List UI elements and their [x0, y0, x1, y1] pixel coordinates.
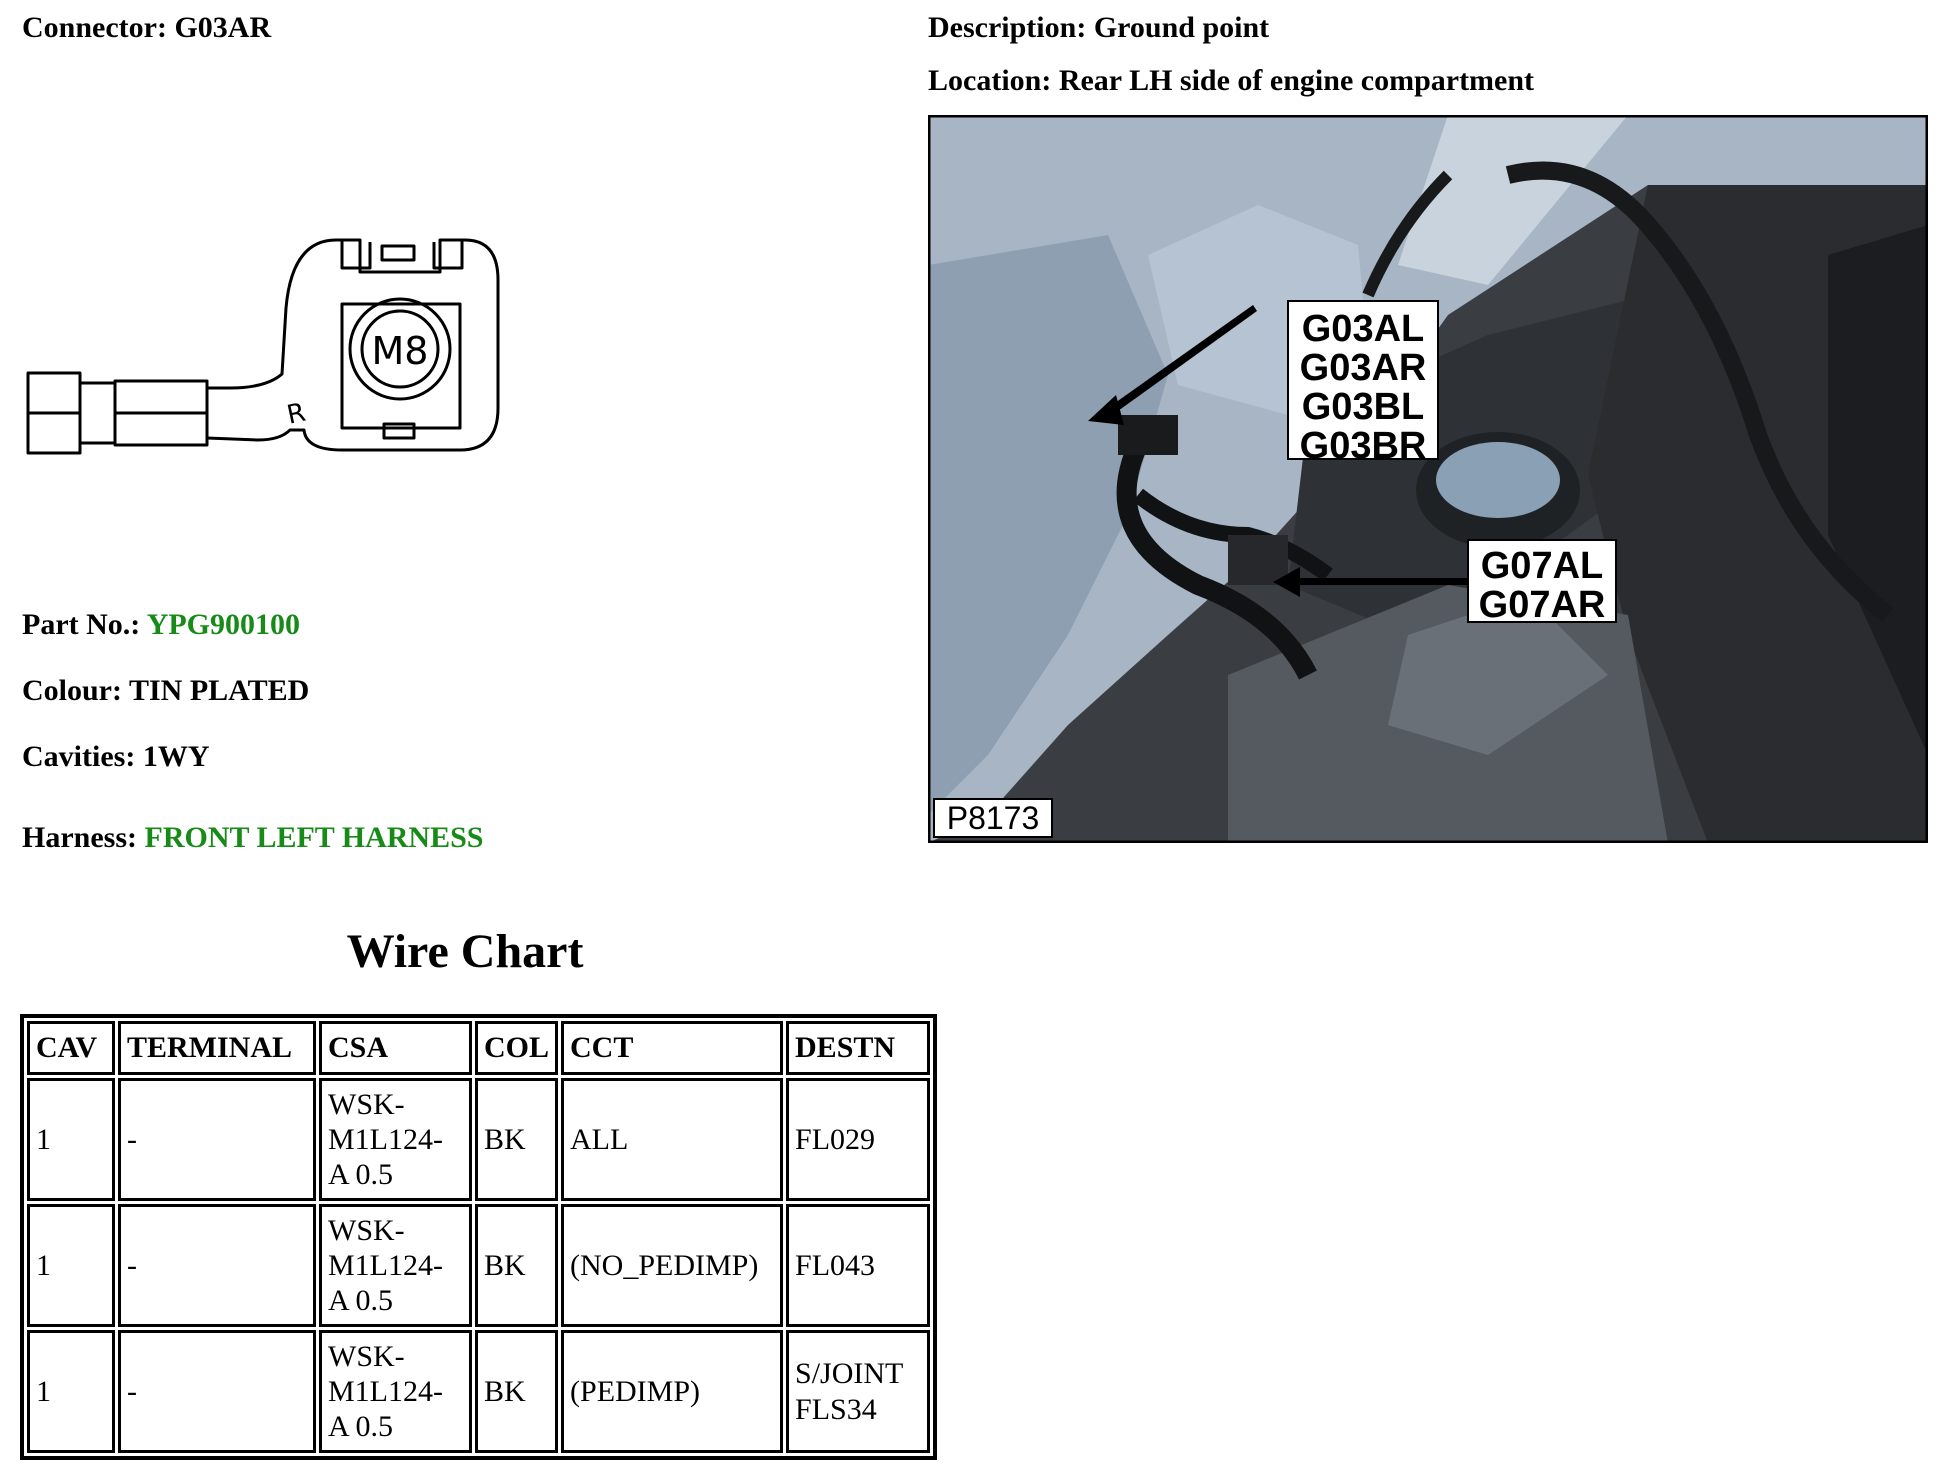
part-number-link[interactable]: YPG900100 [146, 608, 301, 641]
colour-line [22, 676, 309, 706]
description-label: Description: [928, 11, 1087, 44]
cell-destn: FL029 [786, 1078, 930, 1201]
description-line [928, 13, 1269, 43]
photo-reference: P8173 [946, 800, 1040, 836]
crimp-neck [80, 383, 115, 443]
location-line [928, 66, 1534, 96]
cell-col: BK [475, 1330, 558, 1453]
connector-line [22, 13, 271, 43]
side-marking: R [284, 397, 309, 431]
cell-terminal: - [118, 1330, 316, 1453]
connector-label: Connector: [22, 11, 167, 44]
location-photo [928, 115, 1928, 843]
bottom-tab [384, 424, 414, 438]
cell-csa: WSK-M1L124-A 0.5 [319, 1204, 472, 1327]
cell-cct: ALL [561, 1078, 783, 1201]
harness-label: Harness: [22, 821, 137, 854]
header-csa: CSA [319, 1021, 472, 1075]
colour-value: TIN PLATED [128, 674, 310, 707]
location-label: Location: [928, 64, 1052, 97]
callout-g03br: G03BR [1299, 425, 1427, 467]
callout-g03bl: G03BL [1301, 386, 1425, 428]
top-tab [382, 246, 414, 260]
part-line [22, 610, 300, 640]
callout-g07ar: G07AR [1478, 584, 1606, 626]
cell-cav: 1 [27, 1204, 115, 1327]
cell-col: BK [475, 1204, 558, 1327]
cell-cct: (PEDIMP) [561, 1330, 783, 1453]
description-value: Ground point [1093, 11, 1270, 44]
cell-col: BK [475, 1078, 558, 1201]
wire-chart-table [20, 1014, 937, 1460]
table-header-row [27, 1021, 930, 1075]
part-label: Part No.: [22, 608, 141, 641]
table-row [27, 1204, 930, 1327]
header-terminal: TERMINAL [118, 1021, 316, 1075]
colour-label: Colour: [22, 674, 122, 707]
header-col: COL [475, 1021, 558, 1075]
callout-g03al: G03AL [1301, 308, 1425, 350]
cell-destn: S/JOINT FLS34 [786, 1330, 930, 1453]
wire-chart-title: Wire Chart [346, 925, 584, 978]
cavities-label: Cavities: [22, 740, 136, 773]
connector-value: G03AR [174, 11, 272, 44]
cell-csa: WSK-M1L124-A 0.5 [319, 1330, 472, 1453]
cell-destn: FL043 [786, 1204, 930, 1327]
header-cct: CCT [561, 1021, 783, 1075]
harness-line [22, 823, 483, 853]
table-row [27, 1330, 930, 1453]
location-value: Rear LH side of engine compartment [1058, 64, 1535, 97]
cell-cav: 1 [27, 1330, 115, 1453]
ring-terminal-drawing [20, 228, 510, 460]
cell-terminal: - [118, 1078, 316, 1201]
cavities-value: 1WY [142, 740, 210, 773]
harness-link[interactable]: FRONT LEFT HARNESS [144, 821, 484, 854]
header-destn: DESTN [786, 1021, 930, 1075]
terminal-outline [207, 240, 498, 450]
cell-terminal: - [118, 1204, 316, 1327]
table-row [27, 1078, 930, 1201]
cavities-line [22, 742, 209, 772]
callout-g03ar: G03AR [1299, 347, 1427, 389]
callout-g07al: G07AL [1480, 545, 1604, 587]
stud-size-marking: M8 [371, 329, 429, 373]
header-cav: CAV [27, 1021, 115, 1075]
cell-csa: WSK-M1L124-A 0.5 [319, 1078, 472, 1201]
cell-cct: (NO_PEDIMP) [561, 1204, 783, 1327]
cell-cav: 1 [27, 1078, 115, 1201]
